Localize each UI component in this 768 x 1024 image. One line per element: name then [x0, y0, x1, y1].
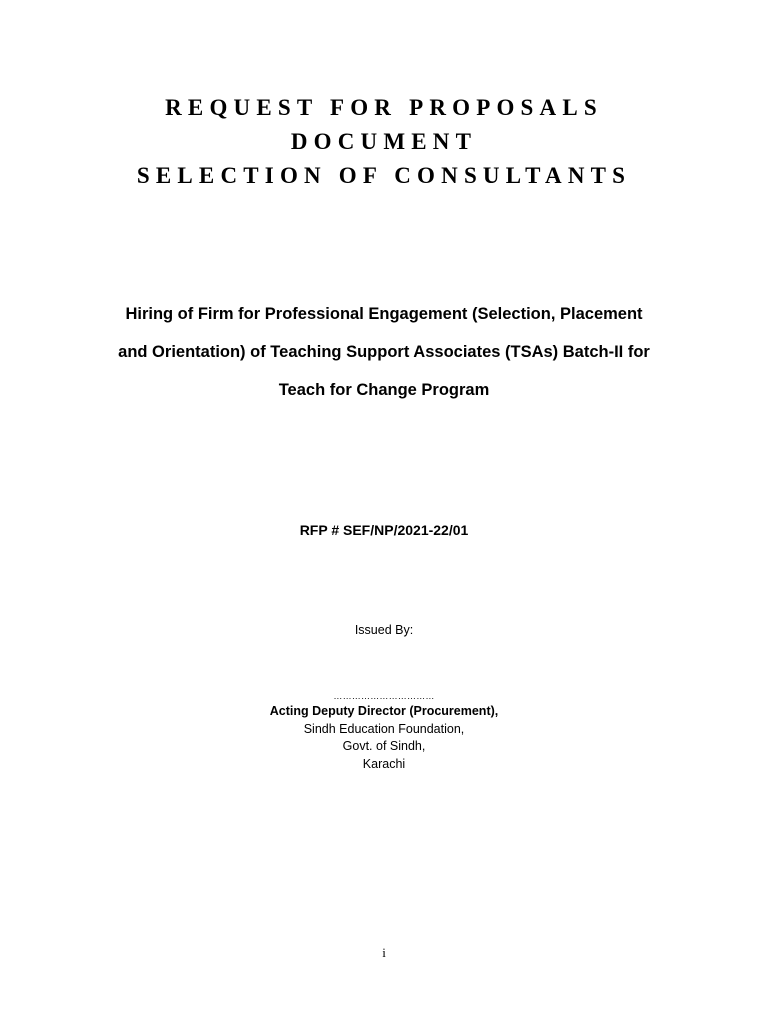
subject-line-3: Teach for Change Program — [278, 381, 490, 399]
signature-line: …………………………… — [333, 691, 435, 701]
issued-by-label: Issued By: — [354, 623, 414, 637]
title-line-document: DOCUMENT — [290, 129, 478, 154]
rfp-reference-number: RFP # SEF/NP/2021-22/01 — [299, 522, 469, 538]
subject-line-2: and Orientation) of Teaching Support Associates (TSAs) Batch-II for — [118, 343, 650, 361]
page-number: i — [382, 945, 386, 960]
title-line-request-for-proposals: REQUEST FOR PROPOSALS — [165, 95, 603, 120]
document-title — [0, 91, 768, 193]
title-line-selection-of-consultants: SELECTION OF CONSULTANTS — [136, 163, 632, 188]
issuer-organization: Sindh Education Foundation, — [303, 721, 465, 736]
issuer-city: Karachi — [362, 756, 406, 771]
assignment-subject — [70, 295, 698, 409]
issuer-government: Govt. of Sindh, — [342, 739, 426, 753]
subject-line-1: Hiring of Firm for Professional Engagement (Selection, Placement — [125, 305, 643, 323]
issuer-block — [0, 689, 768, 773]
issuer-designation: Acting Deputy Director (Procurement), — [269, 704, 499, 718]
